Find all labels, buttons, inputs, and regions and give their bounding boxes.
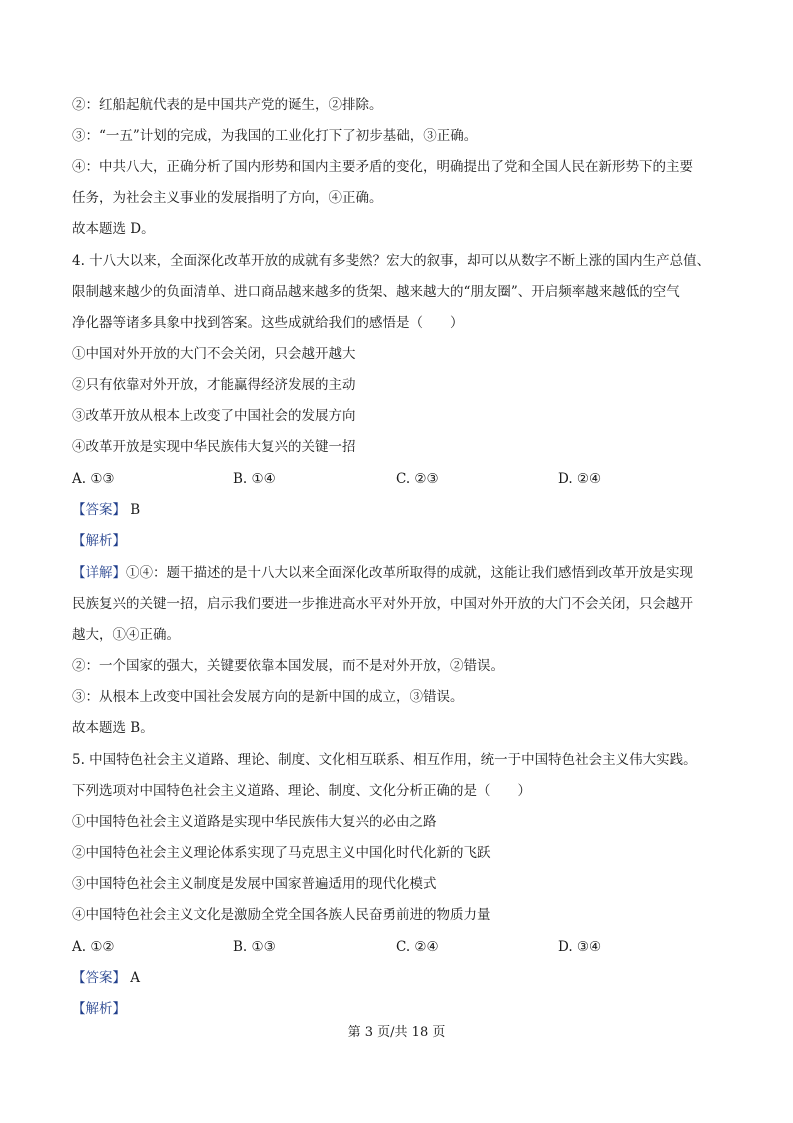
q5-stem-line: 下列选项对中国特色社会主义道路、理论、制度、文化分析正确的是（ ） bbox=[72, 783, 531, 799]
q4-detail-line bbox=[72, 564, 733, 582]
conclusion-line: 故本题选 D。 bbox=[72, 221, 155, 237]
q4-option-c: C. ②③ bbox=[396, 471, 439, 487]
q4-option-a: A. ①③ bbox=[72, 471, 115, 487]
answer-value: B bbox=[130, 502, 141, 518]
q4-detail-line: 民族复兴的关键一招，启示我们要进一步推进高水平对外开放，中国对外开放的大门不会关闭，只会越开 bbox=[72, 596, 693, 612]
answer-tag: 【答案】 bbox=[72, 970, 126, 986]
q5-item: ③中国特色社会主义制度是发展中国家普遍适用的现代化模式 bbox=[72, 876, 437, 892]
detail-tag: 【详解】 bbox=[72, 565, 126, 581]
detail-text: ①④：题干描述的是十八大以来全面深化改革所取得的成就，这能让我们感悟到改革开放是实现 bbox=[126, 565, 693, 581]
q5-option-a: A. ①② bbox=[72, 939, 115, 955]
q5-analysis-tag bbox=[72, 1000, 733, 1018]
q4-option-b: B. ①④ bbox=[233, 471, 276, 487]
q5-item: ①中国特色社会主义道路是实现中华民族伟大复兴的必由之路 bbox=[72, 814, 437, 830]
analysis-line: ③：“一五”计划的完成，为我国的工业化打下了初步基础，③正确。 bbox=[72, 128, 478, 144]
q5-item: ②中国特色社会主义理论体系实现了马克思主义中国化时代化新的飞跃 bbox=[72, 845, 491, 861]
q4-stem-line: 净化器等诸多具象中找到答案。这些成就给我们的感悟是（ ） bbox=[72, 315, 464, 331]
q4-option-d: D. ②④ bbox=[558, 471, 602, 487]
q4-stem-line: 限制越来越少的负面清单、进口商品越来越多的货架、越来越大的“朋友圈”、开启频率越来越低的空气 bbox=[72, 284, 680, 300]
q4-conclusion: 故本题选 B。 bbox=[72, 720, 154, 736]
q4-item: ③改革开放从根本上改变了中国社会的发展方向 bbox=[72, 408, 356, 424]
q4-detail-line: ③：从根本上改变中国社会发展方向的是新中国的成立，③错误。 bbox=[72, 689, 464, 705]
analysis-line: 任务，为社会主义事业的发展指明了方向，④正确。 bbox=[72, 190, 383, 206]
analysis-tag: 【解析】 bbox=[72, 533, 126, 549]
analysis-line: ④：中共八大，正确分析了国内形势和国内主要矛盾的变化，明确提出了党和全国人民在新形势下的主要 bbox=[72, 159, 693, 175]
answer-value: A bbox=[130, 970, 141, 986]
page-footer: 第 3 页/共 18 页 bbox=[347, 1025, 446, 1040]
analysis-tag: 【解析】 bbox=[72, 1001, 126, 1017]
q4-stem-line: 4. 十八大以来，全面深化改革开放的成就有多斐然？宏大的叙事，却可以从数字不断上涨的国内生产总值、 bbox=[72, 253, 711, 269]
q4-detail-line: 越大，①④正确。 bbox=[72, 627, 180, 643]
q5-option-d: D. ③④ bbox=[558, 939, 602, 955]
q5-item: ④中国特色社会主义文化是激励全党全国各族人民奋勇前进的物质力量 bbox=[72, 907, 491, 923]
q4-item: ①中国对外开放的大门不会关闭，只会越开越大 bbox=[72, 346, 356, 362]
q5-stem-line: 5. 中国特色社会主义道路、理论、制度、文化相互联系、相互作用，统一于中国特色社会主义伟大实践。 bbox=[72, 752, 697, 768]
q5-answer-line bbox=[72, 969, 733, 987]
q4-detail-line: ②：一个国家的强大，关键要依靠本国发展，而不是对外开放，②错误。 bbox=[72, 658, 504, 674]
q4-answer-line bbox=[72, 501, 733, 519]
q4-item: ④改革开放是实现中华民族伟大复兴的关键一招 bbox=[72, 439, 356, 455]
q5-option-b: B. ①③ bbox=[233, 939, 276, 955]
q4-analysis-tag bbox=[72, 532, 733, 550]
q5-option-c: C. ②④ bbox=[396, 939, 439, 955]
analysis-line: ②：红船起航代表的是中国共产党的诞生，②排除。 bbox=[72, 97, 383, 113]
q4-item: ②只有依靠对外开放，才能赢得经济发展的主动 bbox=[72, 377, 356, 393]
answer-tag: 【答案】 bbox=[72, 502, 126, 518]
